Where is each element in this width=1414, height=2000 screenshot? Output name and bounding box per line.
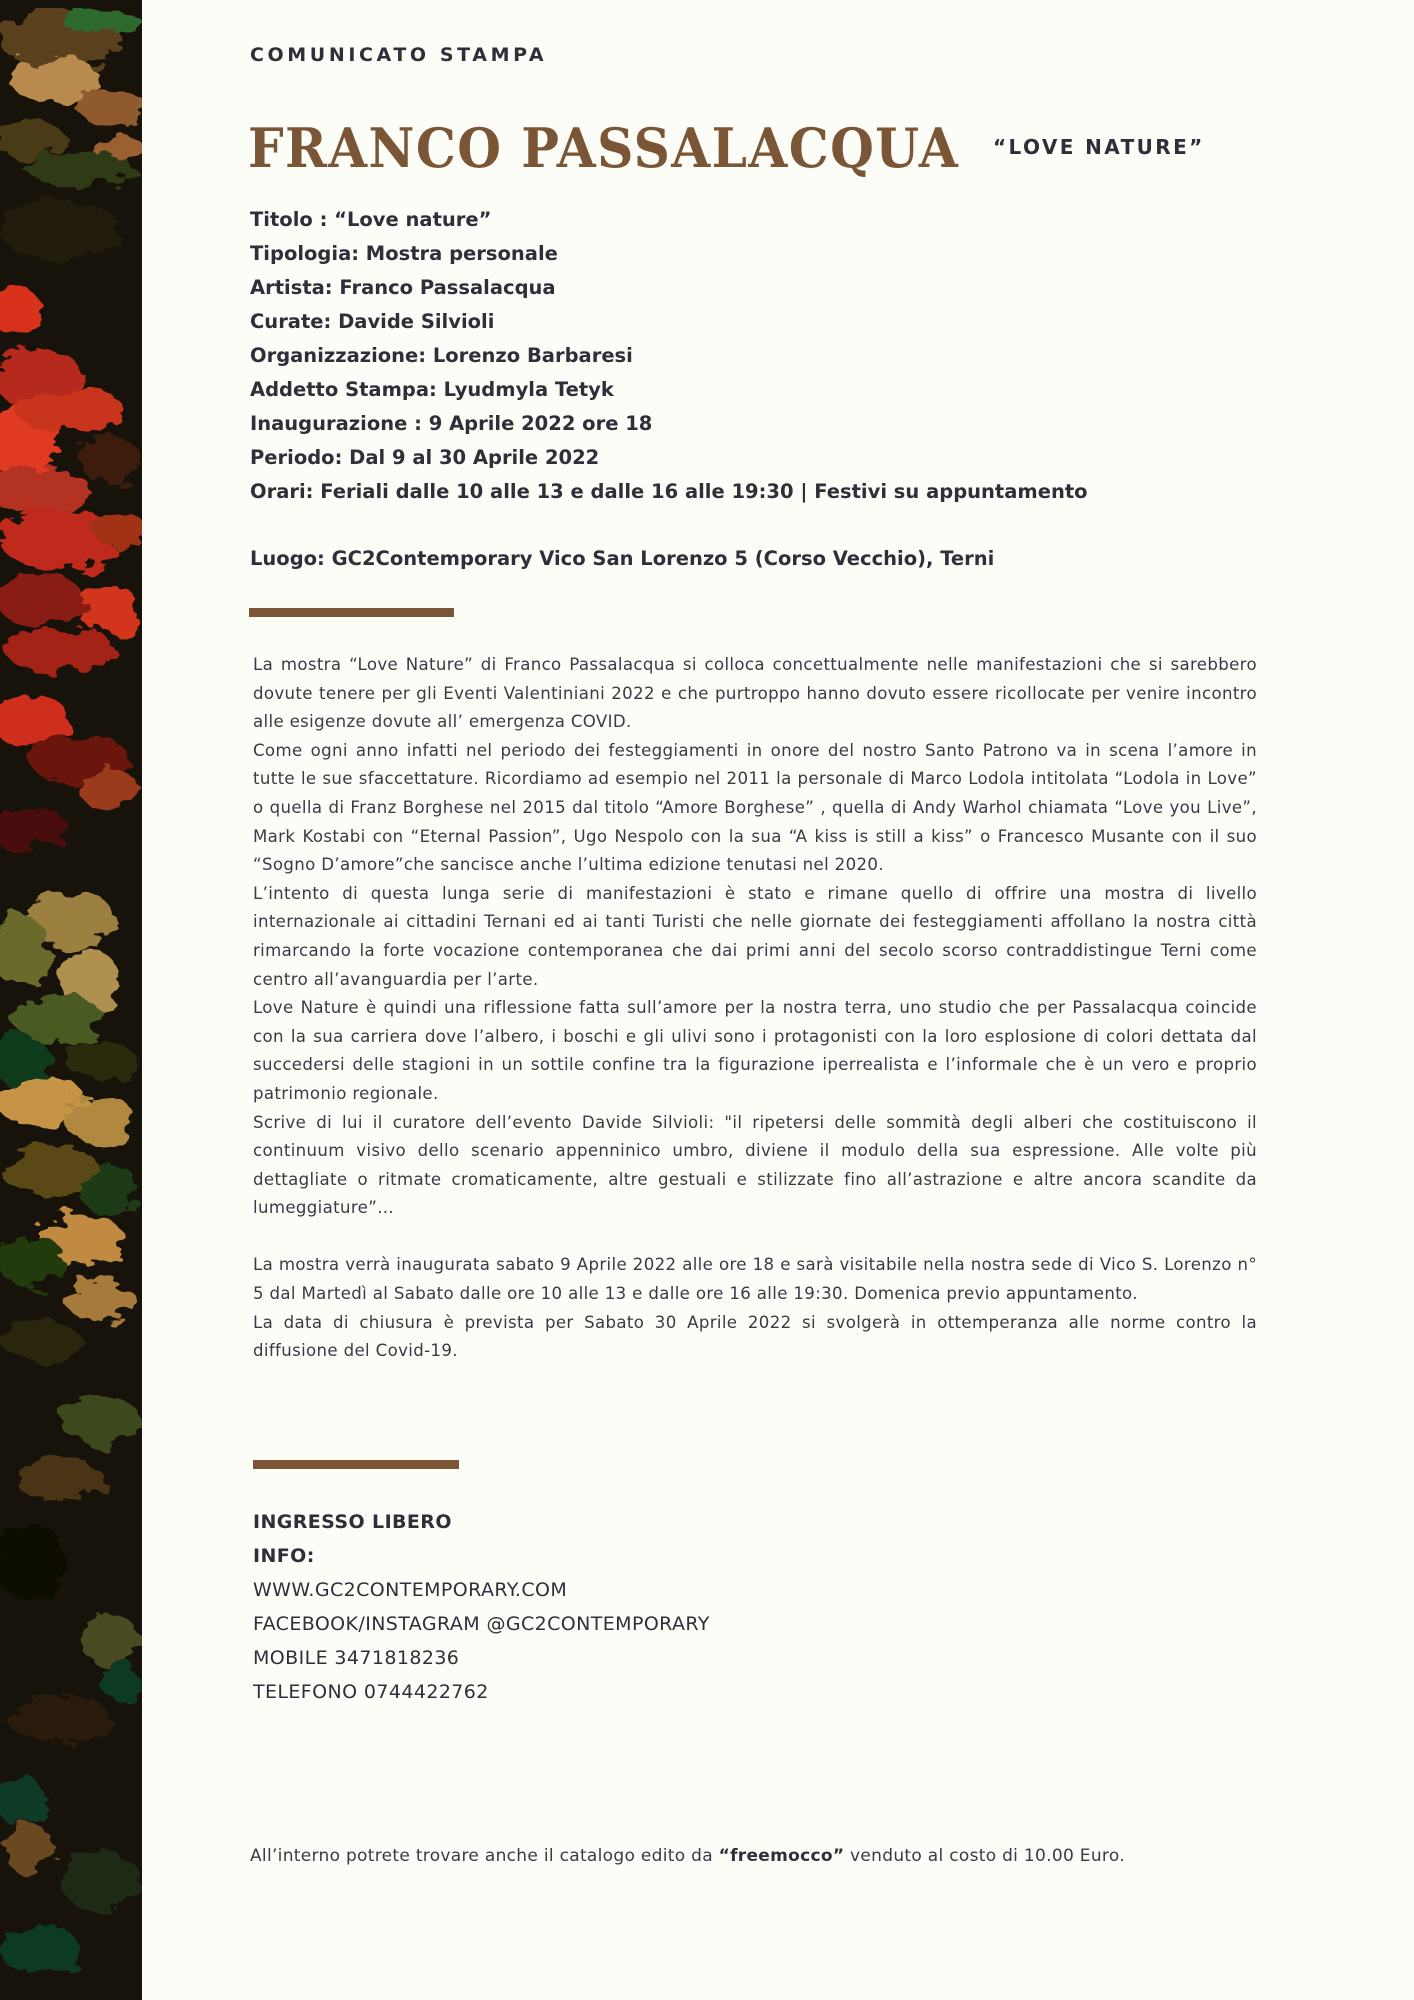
free-entry-label: INGRESSO LIBERO xyxy=(253,1511,452,1533)
detail-hours: Orari: Feriali dalle 10 alle 13 e dalle 16 alle 19:30 | Festivi su appuntamento xyxy=(250,480,1088,503)
detail-opening: Inaugurazione : 9 Aprile 2022 ore 18 xyxy=(250,412,653,435)
body-paragraph: La mostra “Love Nature” di Franco Passalacqua si colloca concettualmente nelle manifestazioni che si sarebbero dovute tenere per gli Eventi Valentiniani 2022 e che purtroppo hanno dovuto essere ricollocate per venire incontro alle esigenze dovute all’ emergenza COVID. xyxy=(253,655,1257,732)
body-paragraph: Scrive di lui il curatore dell’evento Davide Silvioli: "il ripetersi delle sommità degli alberi che costituiscono il continuum visivo dello scenario appenninico umbro, diviene il modulo della sua espressione. Alle volte più dettagliate o ritmate cromaticamente, altre gestuali e stilizzate fino all’astrazione e altre ancora scandite da lumeggiature”… xyxy=(253,1112,1257,1218)
exhibition-details xyxy=(250,207,1088,580)
website-link[interactable]: WWW.GC2CONTEMPORARY.COM xyxy=(253,1579,568,1601)
paragraph-gap xyxy=(253,1223,1257,1252)
body-paragraph: L’intento di questa lunga serie di manifestazioni è stato e rimane quello di offrire una mostra di livello internazionale ai cittadini Ternani ed ai tanti Turisti che nelle giornate dei festeggiamenti affollano la nostra città rimarcando la forte vocazione contemporanea che dai primi anni del secolo scorso contraddistingue Terni come centro all’avanguardia per l’arte. xyxy=(253,883,1257,989)
detail-curator: Curate: Davide Silvioli xyxy=(250,310,495,333)
catalog-text-before: All’interno potrete trovare anche il catalogo edito da xyxy=(250,1846,719,1866)
social-handle[interactable]: FACEBOOK/INSTAGRAM @GC2CONTEMPORARY xyxy=(253,1613,710,1635)
catalog-publisher: “freemocco” xyxy=(718,1846,845,1866)
exhibition-subtitle: “LOVE NATURE” xyxy=(993,135,1205,159)
mobile-number: MOBILE 3471818236 xyxy=(253,1647,460,1669)
detail-title: Titolo : “Love nature” xyxy=(250,208,492,231)
spacer xyxy=(250,513,1088,546)
detail-location: Luogo: GC2Contemporary Vico San Lorenzo 5 (Corso Vecchio), Terni xyxy=(250,547,995,570)
detail-artist: Artista: Franco Passalacqua xyxy=(250,276,556,299)
detail-type: Tipologia: Mostra personale xyxy=(250,242,558,265)
contact-info xyxy=(253,1508,710,1712)
info-label: INFO: xyxy=(253,1545,315,1567)
body-paragraph: Love Nature è quindi una riflessione fatta sull’amore per la nostra terra, uno studio che per Passalacqua coincide con la sua carriera dove l’albero, i boschi e gli ulivi sono i protagonisti con la loro esplosione di colori dettata dal succedersi delle stagioni in un sottile confine tra la figurazione iperrealista e l’informale che è un vero e proprio patrimonio regionale. xyxy=(253,998,1257,1103)
phone-number: TELEFONO 0744422762 xyxy=(253,1681,489,1703)
title-row xyxy=(248,116,1013,180)
artist-title: FRANCO PASSALACQUA xyxy=(248,116,960,180)
body-paragraph: La data di chiusura è prevista per Sabato 30 Aprile 2022 si svolgerà in ottemperanza alle norme contro la diffusione del Covid-19. xyxy=(253,1312,1257,1361)
body-paragraph: La mostra verrà inaugurata sabato 9 Aprile 2022 alle ore 18 e sarà visitabile nella nostra sede di Vico S. Lorenzo n° 5 dal Martedì al Sabato dalle ore 10 alle 13 e dalle ore 16 alle 19:30. Domenica previo appuntamento. xyxy=(253,1255,1257,1304)
detail-press-officer: Addetto Stampa: Lyudmyla Tetyk xyxy=(250,378,614,401)
press-release-label: COMUNICATO STAMPA xyxy=(250,44,548,66)
section-divider xyxy=(249,608,454,617)
section-divider xyxy=(253,1460,459,1469)
abstract-painting-image xyxy=(0,0,142,2000)
painting-strip xyxy=(0,0,142,2000)
detail-period: Periodo: Dal 9 al 30 Aprile 2022 xyxy=(250,446,600,469)
body-paragraph: Come ogni anno infatti nel periodo dei festeggiamenti in onore del nostro Santo Patrono va in scena l’amore in tutte le sue sfaccettature. Ricordiamo ad esempio nel 2011 la personale di Marco Lodola intitolata “Lodola in Love” o quella di Franz Borghese nel 2015 dal titolo “Amore Borghese” , quella di Andy Warhol chiamata “Love you Live”, Mark Kostabi con “Eternal Passion”, Ugo Nespolo con la sua “A kiss is still a kiss” o Francesco Musante con il suo “Sogno D’amore”che sancisce anche l’ultima edizione tenutasi nel 2020. xyxy=(253,740,1257,875)
catalog-text-after: venduto al costo di 10.00 Euro. xyxy=(844,1846,1125,1866)
press-release-body xyxy=(253,651,1257,1366)
detail-organization: Organizzazione: Lorenzo Barbaresi xyxy=(250,344,633,367)
catalog-note xyxy=(250,1846,1125,1866)
